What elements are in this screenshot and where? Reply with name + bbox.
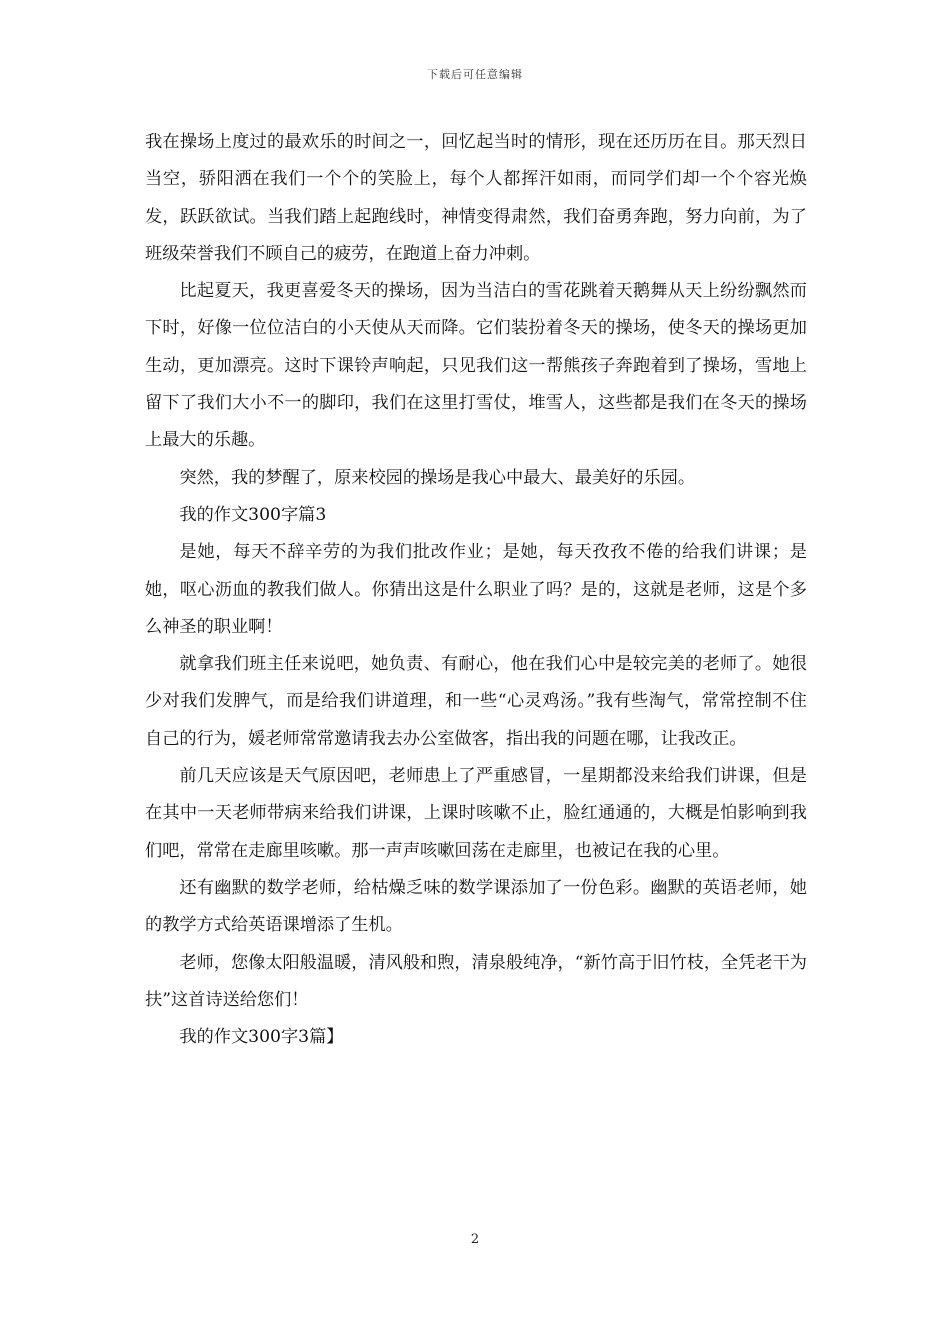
paragraph-8: 老师，您像太阳般温暖，清风般和煦，清泉般纯净，“新竹高于旧竹枝，全凭老干为扶”这首诗送给您们！ — [145, 952, 807, 1010]
paragraph-7: 还有幽默的数学老师，给枯燥乏味的数学课添加了一份色彩。幽默的英语老师，她的教学方式给英语课增添了生机。 — [145, 877, 807, 936]
section-heading: 我的作文300字篇3 — [179, 504, 327, 525]
page-number: 2 — [470, 1232, 480, 1247]
paragraph-6: 前几天应该是天气原因吧，老师患上了严重感冒，一星期都没来给我们讲课，但是在其中一天老师带病来给我们讲课，上课时咳嗽不止，脸红通通的，大概是怕影响到我们吧，常常在走廊里咳嗽。那一声声咳嗽回荡在走廊里，也被记在我的心里。 — [145, 766, 807, 861]
paragraph-4: 是她，每天不辞辛劳的为我们批改作业；是她，每天孜孜不倦的给我们讲课；是她，呕心沥血的教我们做人。你猜出这是什么职业了吗？是的，这就是老师，这是个多么神圣的职业啊！ — [145, 542, 807, 637]
document-body — [145, 124, 807, 1056]
page-header: 下载后可任意编辑 — [427, 68, 523, 81]
paragraph-1: 我在操场上度过的最欢乐的时间之一，回忆起当时的情形，现在还历历在目。那天烈日当空，骄阳洒在我们一个个的笑脸上，每个人都挥汗如雨，而同学们却一个个容光焕发，跃跃欲试。当我们踏上起跑线时，神情变得肃然，我们奋勇奔跑，努力向前，为了班级荣誉我们不顾自己的疲劳，在跑道上奋力冲刺。 — [145, 132, 807, 264]
closing-line: 我的作文300字3篇】 — [179, 1027, 344, 1048]
paragraph-3: 突然，我的梦醒了，原来校园的操场是我心中最大、最美好的乐园。 — [179, 467, 696, 488]
paragraph-2: 比起夏天，我更喜爱冬天的操场，因为当洁白的雪花跳着天鹅舞从天上纷纷飘然而下时，好像一位位洁白的小天使从天而降。它们装扮着冬天的操场，使冬天的操场更加生动，更加漂亮。这时下课铃声响起，只见我们这一帮熊孩子奔跑着到了操场，雪地上留下了我们大小不一的脚印，我们在这里打雪仗，堆雪人，这些都是我们在冬天的操场上最大的乐趣。 — [145, 281, 807, 451]
paragraph-5: 就拿我们班主任来说吧，她负责、有耐心，他在我们心中是较完美的老师了。她很少对我们发脾气，而是给我们讲道理，和一些“心灵鸡汤。”我有些淘气，常常控制不住自己的行为，媛老师常常邀请我去办公室做客，指出我的问题在哪，让我改正。 — [145, 654, 807, 749]
